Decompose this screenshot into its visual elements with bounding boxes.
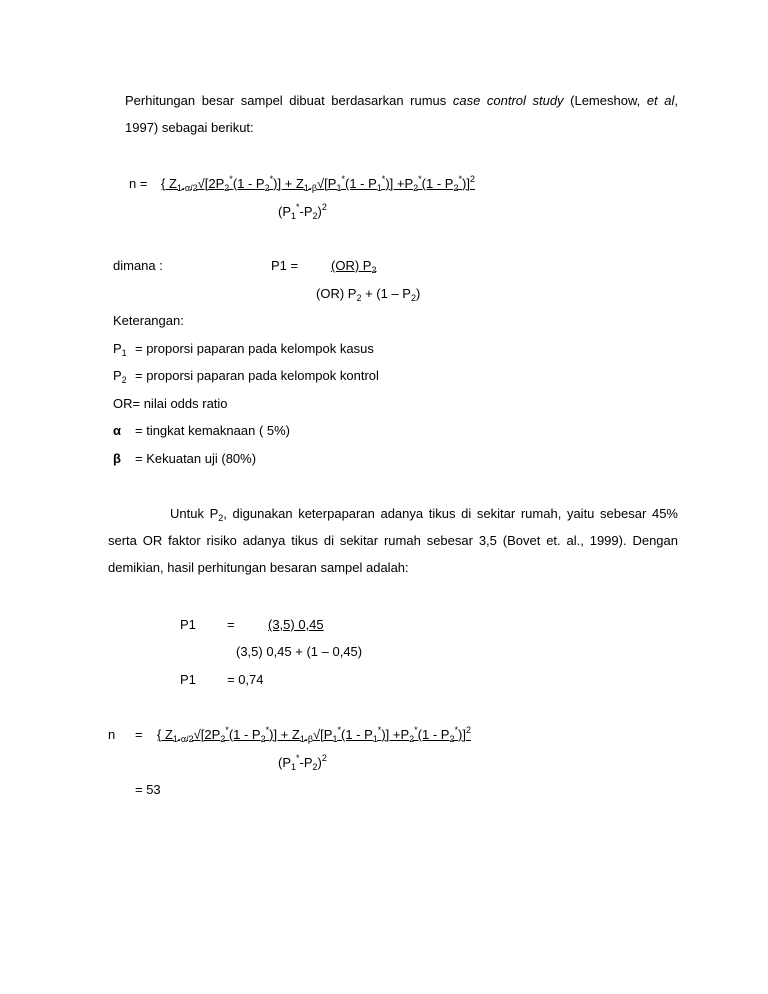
body-paragraph: Untuk $P_2$, digunakan keterpaparan adanya tikus di sekitar rumah, yaitu sebesar 45% serta OR faktor risiko adanya tikus di sekitar rumah sebesar 3,5 (Bovet et. al., 1999). Dengan demikian, hasil perhitungan besaran sampel adalah: (108, 506, 678, 575)
calc-p1-result: = 0,74 (227, 672, 264, 687)
p1-formula-denominator: (OR) $P_2 + (1 - P_2)$ (316, 286, 421, 303)
p1-formula-lhs: P1 = (271, 258, 299, 273)
formula-2-eq: = (135, 727, 143, 742)
intro-italic-2: et al (646, 93, 675, 108)
intro-text-1: Perhitungan besar sampel dibuat berdasarkan rumus (125, 93, 453, 108)
calc-p1-lhs: P1 (180, 617, 196, 632)
formula-2-denominator: $(P_1^*-P_2)^2$ (278, 753, 327, 772)
p1-formula-numerator: (OR) $P_2$ (331, 258, 377, 275)
legend-item-beta: β = Kekuatan uji (80%) (113, 451, 257, 466)
intro-text-2: (Lemeshow, (563, 93, 647, 108)
calc-p1-result-lhs: P1 (180, 672, 196, 687)
dimana-label: dimana : (113, 258, 163, 273)
formula-2-numerator: { $Z_{1-\alpha/2}√[2P_2^*(1 - P_2^*)] + Z_{1-\beta}√[P_1^*(1 - P_1^*)] +P_2^*(1 - P_2^*)]^2$ (157, 725, 471, 744)
formula-1-denominator: $(P_1^*-P_2)^2$ (278, 202, 327, 221)
formula-2-result: = 53 (135, 782, 161, 797)
intro-paragraph (125, 87, 678, 141)
legend-item-alpha: α = tingkat kemaknaan ( 5%) (113, 423, 290, 438)
legend-title: Keterangan: (113, 313, 184, 328)
formula-1-numerator: { $Z_{1-\alpha/2}√[2P_2^*(1 - P_2^*)] + Z_{1-\beta}√[P_1^*(1 - P_1^*)] +P_2^*(1 - P_2^*)]^2$ (161, 174, 475, 193)
legend-item-p2: $P_2$ = proporsi paparan pada kelompok kontrol (113, 368, 379, 385)
formula-1-lhs: n = (129, 176, 148, 191)
legend-item-or: OR= nilai odds ratio (113, 396, 228, 411)
intro-text-3: , 1997) sebagai berikut: (125, 93, 678, 135)
intro-italic-1: case control study (452, 93, 564, 108)
legend-item-p1: $P_1$ = proporsi paparan pada kelompok kasus (113, 341, 374, 358)
formula-2-lhs: n (108, 727, 116, 742)
calc-p1-eq: = (227, 617, 235, 632)
calc-p1-numerator: (3,5) 0,45 (268, 617, 324, 632)
calc-p1-denominator: (3,5) 0,45 + (1 – 0,45) (236, 644, 363, 659)
